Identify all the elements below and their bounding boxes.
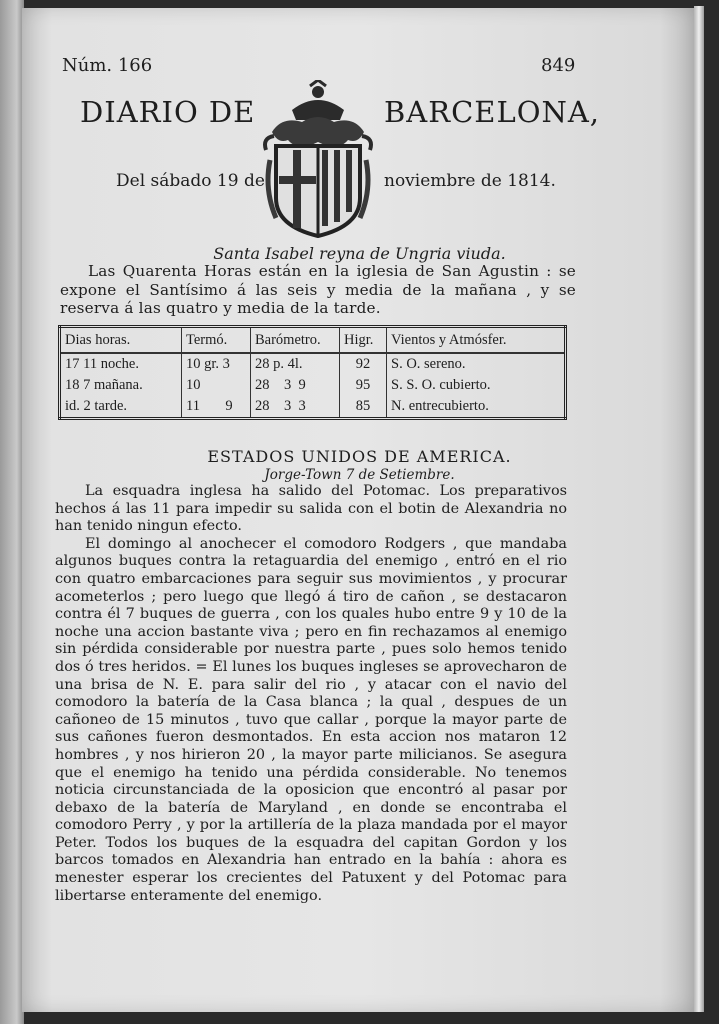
cell-termo: 11 9	[182, 396, 251, 419]
cell-barometro: 28 p. 4l.	[251, 353, 340, 375]
issue-number: Núm. 166	[62, 55, 153, 76]
weather-header-row	[60, 327, 566, 354]
masthead-title-left: DIARIO DE	[80, 95, 256, 129]
page-edge	[694, 6, 704, 1012]
cell-vientos: S. S. O. cubierto.	[387, 375, 566, 396]
article-paragraph: La esquadra inglesa ha salido del Potomac. Los preparativos hechos á las 11 para impedir su salida con el botin de Alexandria no han tenido ningun efecto.	[55, 483, 567, 535]
cell-termo: 10 gr. 3	[182, 353, 251, 375]
saint-of-day: Santa Isabel reyna de Ungria viuda.	[213, 244, 506, 263]
cell-higr: 92	[340, 353, 387, 375]
col-barometro: Barómetro.	[251, 327, 340, 354]
date-left: Del sábado 19 de	[116, 171, 265, 191]
col-termometro: Termó.	[182, 327, 251, 354]
masthead-title-right: BARCELONA,	[384, 95, 601, 129]
col-dias: Dias horas.	[60, 327, 182, 354]
page-number: 849	[541, 55, 576, 76]
col-higrometro: Higr.	[340, 327, 387, 354]
table-row	[60, 353, 566, 375]
cell-dia: id. 2 tarde.	[65, 398, 128, 414]
cell-higr: 85	[340, 396, 387, 419]
article-paragraph: El domingo al anochecer el comodoro Rodgers , que mandaba algunos buques contra la retaguardia del enemigo , entró en el rio con quatro embarcaciones para seguir sus movimientos , y procurar acometerlos ; pero luego que llegó á tiro de cañon , se destacaron contra él 7 buques de guerra , con los quales hubo entre 9 y 10 de la noche una accion bastante viva ; pero en fin rechazamos al enemigo sin pérdida considerable por nuestra parte , pues solo hemos tenido dos ó tres heridos. = El lunes los buques ingleses se aprovecharon de una brisa de N. E. para salir del rio , y atacar con el navio del comodoro la batería de la Casa blanca ; la qual , despues de un cañoneo de 15 minutos , tuvo que callar , porque la mayor parte de sus cañones fueron desmontados. En esta accion nos mataron 12 hombres , y nos hirieron 20 , la mayor parte milicianos. Se asegura que el enemigo ha tenido una pérdida considerable. No tenemos noticia circunstanciada de la oposicion que encontró al pasar por debaxo de la batería de Maryland , en donde se encontraba el comodoro Perry , y por la artillería de la plaza mandada por el mayor Peter. Todos los buques de la esquadra del capitan Gordon y los barcos tomados en Alexandria han entrado en la bahía : ahora es menester esperar los crecientes del Patuxent y del Potomac para libertarse enteramente del enemigo.	[55, 535, 567, 904]
forty-hours-notice: Las Quarenta Horas están en la iglesia de San Agustin : se expone el Santísimo á las seis y media de la mañana , y se reserva á las quatro y media de la tarde.	[60, 262, 576, 317]
cell-barometro: 28 3 3	[251, 396, 340, 419]
dateline: Jorge-Town 7 de Setiembre.	[264, 467, 455, 483]
weather-table	[58, 325, 567, 420]
facing-page-edge	[0, 0, 24, 1024]
table-row	[60, 375, 566, 396]
cell-higr: 95	[340, 375, 387, 396]
col-vientos: Vientos y Atmósfer.	[387, 327, 566, 354]
table-row	[60, 396, 566, 419]
cell-dia: 17 11 noche.	[65, 356, 139, 372]
article-body	[55, 483, 567, 905]
cell-termo: 10	[182, 375, 251, 396]
cell-vientos: S. O. sereno.	[387, 353, 566, 375]
date-right: noviembre de 1814.	[384, 171, 556, 191]
coat-of-arms-icon	[262, 80, 374, 238]
section-title: ESTADOS UNIDOS DE AMERICA.	[207, 447, 512, 466]
cell-dia: 18 7 mañana.	[65, 377, 143, 393]
cell-barometro: 28 3 9	[251, 375, 340, 396]
cell-vientos: N. entrecubierto.	[387, 396, 566, 419]
